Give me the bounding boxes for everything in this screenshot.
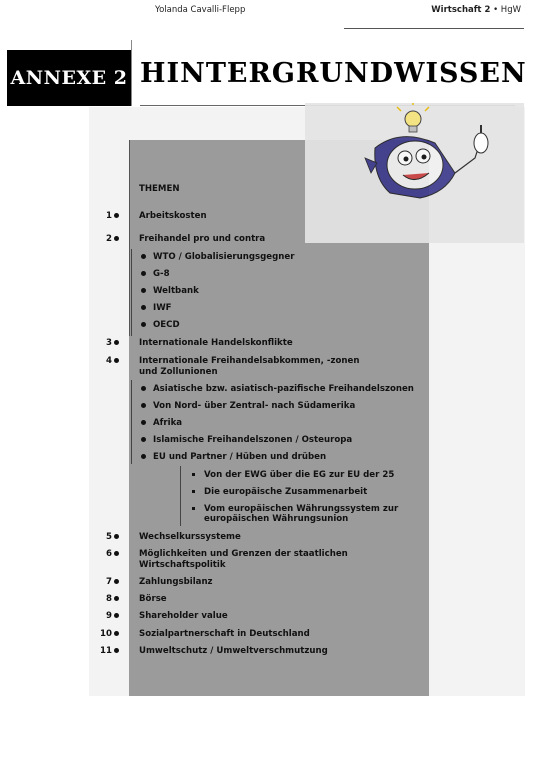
subtopic-label: EU und Partner / Hüben und drüben: [153, 452, 327, 462]
bullet-icon: [114, 534, 119, 539]
header-separator: •: [493, 5, 499, 15]
topic-label-line1: Möglichkeiten und Grenzen der staatlichen: [139, 549, 348, 559]
topic-label: Börse: [139, 594, 167, 604]
subtopic-label: WTO / Globalisierungsgegner: [153, 252, 295, 262]
topic-number: 11: [100, 646, 112, 656]
topic-label: Wechselkurssysteme: [139, 532, 241, 542]
bullet-icon: [114, 236, 119, 241]
subsubtopic-label: Von der EWG über die EG zur EU der 25: [204, 470, 395, 480]
bullet-icon: [141, 305, 146, 310]
bullet-icon: [141, 386, 146, 391]
header-section-name: Wirtschaft 2: [431, 5, 491, 15]
header-rule: [344, 28, 524, 29]
subtopic-label: Weltbank: [153, 286, 199, 296]
subtopic-label: Asiatische bzw. asiatisch-pazifische Freihandelszonen: [153, 384, 414, 394]
bullet-icon: [114, 631, 119, 636]
topic-label: Umweltschutz / Umweltverschmutzung: [139, 646, 328, 656]
subsubtopic-bar: [180, 466, 181, 526]
topic-label: Arbeitskosten: [139, 211, 207, 221]
bullet-icon: [141, 437, 146, 442]
bullet-icon: [141, 254, 146, 259]
square-bullet-icon: [192, 490, 195, 493]
bullet-icon: [114, 358, 119, 363]
topic-label: Zahlungsbilanz: [139, 577, 213, 587]
subsubtopic-label: Die europäische Zusammenarbeit: [204, 487, 368, 497]
header-section: [431, 5, 521, 15]
topic-number: 1: [106, 211, 112, 221]
topic-number: 8: [106, 594, 112, 604]
bullet-icon: [141, 288, 146, 293]
bullet-icon: [114, 648, 119, 653]
bullet-icon: [114, 596, 119, 601]
topic-label: Freihandel pro und contra: [139, 234, 266, 244]
bullet-icon: [141, 322, 146, 327]
topic-label-line1: Internationale Freihandelsabkommen, -zonen: [139, 356, 360, 366]
subtopic-bar: [131, 249, 132, 336]
topic-label-line2: und Zollunionen: [139, 367, 218, 377]
bullet-icon: [141, 420, 146, 425]
page-title: HINTERGRUNDWISSEN: [140, 58, 527, 89]
square-bullet-icon: [192, 473, 195, 476]
topics-panel-edge: [129, 140, 130, 336]
topic-label: Internationale Handelskonflikte: [139, 338, 293, 348]
topic-number: 5: [106, 532, 112, 542]
title-divider: [131, 40, 132, 106]
cartoon-illustration: [305, 103, 524, 243]
subtopic-label: OECD: [153, 320, 180, 330]
bullet-icon: [141, 454, 146, 459]
topic-number: 7: [106, 577, 112, 587]
topic-number: 2: [106, 234, 112, 244]
header-author: Yolanda Cavalli-Flepp: [155, 5, 246, 15]
bullet-icon: [114, 551, 119, 556]
topic-label: Shareholder value: [139, 611, 228, 621]
subtopic-label: Afrika: [153, 418, 183, 428]
topic-number: 9: [106, 611, 112, 621]
topic-number: 6: [106, 549, 112, 559]
topic-number: 3: [106, 338, 112, 348]
bullet-icon: [114, 613, 119, 618]
bullet-icon: [114, 213, 119, 218]
subtopic-label: Von Nord- über Zentral- nach Südamerika: [153, 401, 356, 411]
themen-heading: THEMEN: [139, 184, 180, 194]
annexe-label: ANNEXE 2: [7, 50, 131, 106]
bullet-icon: [141, 403, 146, 408]
cartoon-character-icon: [365, 125, 488, 198]
bullet-icon: [141, 271, 146, 276]
subtopic-bar: [131, 380, 132, 464]
lightbulb-icon: [397, 103, 429, 132]
bullet-icon: [114, 579, 119, 584]
subtopic-label: IWF: [153, 303, 172, 313]
header-code: HgW: [500, 5, 521, 15]
bullet-icon: [114, 340, 119, 345]
topic-label-line2: Wirtschaftspolitik: [139, 560, 226, 570]
subtopic-label: Islamische Freihandelszonen / Osteuropa: [153, 435, 353, 445]
subsubtopic-label-line1: Vom europäischen Währungssystem zur: [204, 504, 399, 514]
topic-label: Sozialpartnerschaft in Deutschland: [139, 629, 310, 639]
topic-number: 10: [100, 629, 112, 639]
subtopic-label: G-8: [153, 269, 170, 279]
square-bullet-icon: [192, 507, 195, 510]
topic-number: 4: [106, 356, 112, 366]
subsubtopic-label-line2: europäischen Währungsunion: [204, 514, 349, 524]
